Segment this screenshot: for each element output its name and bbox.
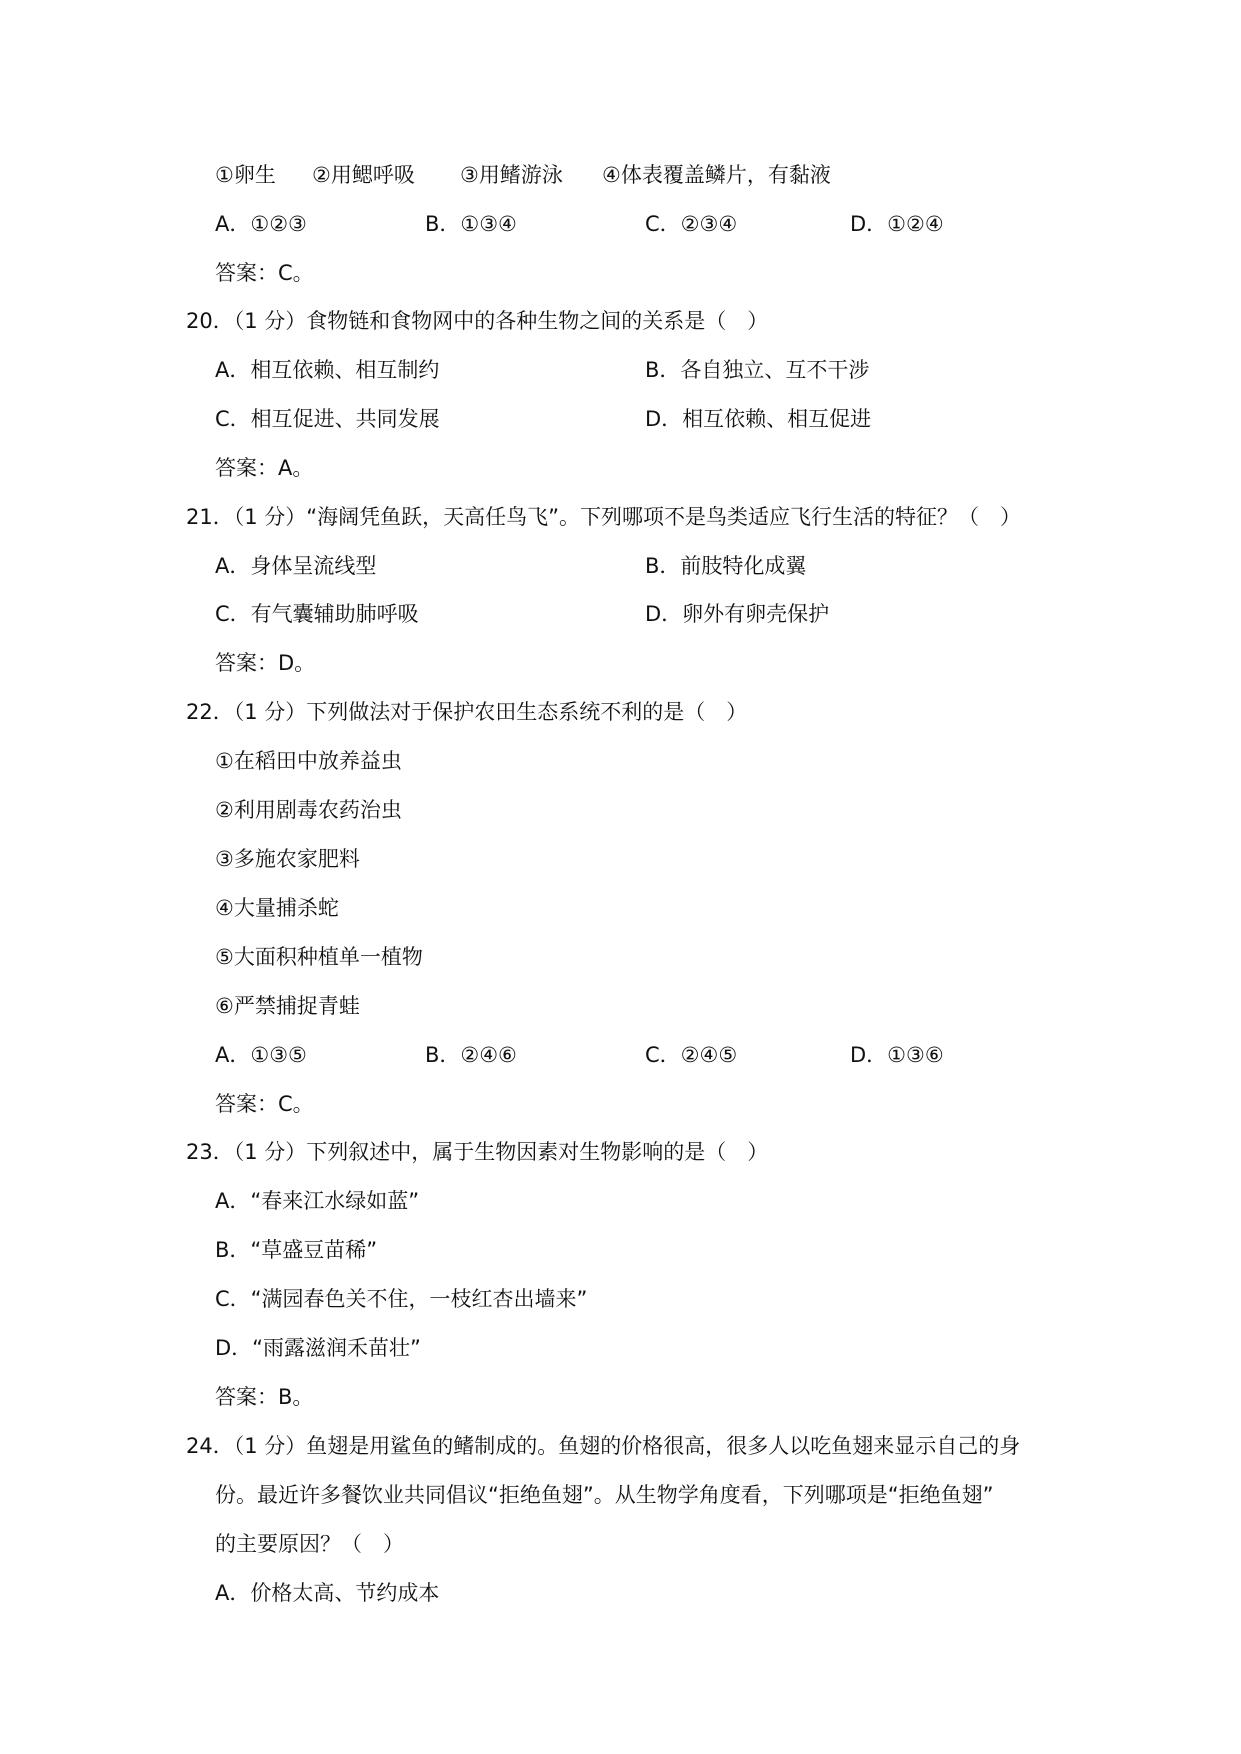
- q22-option-d: D．①③⑥: [850, 1043, 944, 1067]
- q23-option-d: D．“雨露滋润禾苗壮”: [215, 1336, 421, 1360]
- q23-option-b: B．“草盛豆苗稀”: [215, 1238, 378, 1262]
- q19-option-d: D．①②④: [850, 212, 944, 236]
- q22-option-a: A．①③⑤: [215, 1043, 307, 1067]
- q22-item-3: ③多施农家肥料: [215, 847, 360, 871]
- q24-stem-line-3: 的主要原因？（ ）: [215, 1532, 404, 1556]
- q22-stem: 22．（1 分）下列做法对于保护农田生态系统不利的是（ ）: [186, 700, 748, 724]
- q19-item-1: ①卵生: [215, 163, 276, 187]
- q22-item-1: ①在稻田中放养益虫: [215, 749, 402, 773]
- q21-option-b: B．前肢特化成翼: [645, 554, 807, 578]
- q23-stem: 23．（1 分）下列叙述中，属于生物因素对生物影响的是（ ）: [186, 1140, 769, 1164]
- q22-item-5: ⑤大面积种植单一植物: [215, 945, 423, 969]
- q24-stem-line-2: 份。最近许多餐饮业共同倡议“拒绝鱼翅”。从生物学角度看，下列哪项是“拒绝鱼翅”: [215, 1483, 994, 1507]
- q21-stem: 21．（1 分）“海阔凭鱼跃，天高任鸟飞”。下列哪项不是鸟类适应飞行生活的特征？（ ）: [186, 505, 1022, 529]
- q19-item-3: ③用鳍游泳: [460, 163, 563, 187]
- q20-option-c: C．相互促进、共同发展: [215, 407, 440, 431]
- q22-item-6: ⑥严禁捕捉青蛙: [215, 994, 360, 1018]
- q21-option-c: C．有气囊辅助肺呼吸: [215, 602, 419, 626]
- q19-option-a: A．①②③: [215, 212, 307, 236]
- q22-option-b: B．②④⑥: [425, 1043, 517, 1067]
- q20-option-b: B．各自独立、互不干涉: [645, 358, 870, 382]
- q21-option-a: A．身体呈流线型: [215, 554, 377, 578]
- q24-option-a: A．价格太高、节约成本: [215, 1581, 440, 1605]
- q23-option-c: C．“满园春色关不住，一枝红杏出墙来”: [215, 1287, 588, 1311]
- q19-option-c: C．②③④: [645, 212, 738, 236]
- q21-option-d: D．卵外有卵壳保护: [645, 602, 830, 626]
- q19-option-b: B．①③④: [425, 212, 517, 236]
- q23-option-a: A．“春来江水绿如蓝”: [215, 1189, 420, 1213]
- q20-stem: 20．（1 分）食物链和食物网中的各种生物之间的关系是（ ）: [186, 309, 769, 333]
- q19-item-4: ④体表覆盖鳞片，有黏液: [602, 163, 831, 187]
- q22-answer: 答案：C。: [215, 1092, 314, 1116]
- q22-item-4: ④大量捕杀蛇: [215, 896, 339, 920]
- q20-option-a: A．相互依赖、相互制约: [215, 358, 440, 382]
- q20-answer: 答案：A。: [215, 456, 314, 480]
- q22-item-2: ②利用剧毒农药治虫: [215, 798, 402, 822]
- q23-answer: 答案：B。: [215, 1385, 314, 1409]
- q22-option-c: C．②④⑤: [645, 1043, 738, 1067]
- q19-item-2: ②用鳃呼吸: [312, 163, 415, 187]
- q19-answer: 答案：C。: [215, 261, 314, 285]
- q24-stem-line-1: 24．（1 分）鱼翅是用鲨鱼的鳍制成的。鱼翅的价格很高，很多人以吃鱼翅来显示自己的身: [186, 1434, 1021, 1458]
- q20-option-d: D．相互依赖、相互促进: [645, 407, 872, 431]
- q21-answer: 答案：D。: [215, 651, 316, 675]
